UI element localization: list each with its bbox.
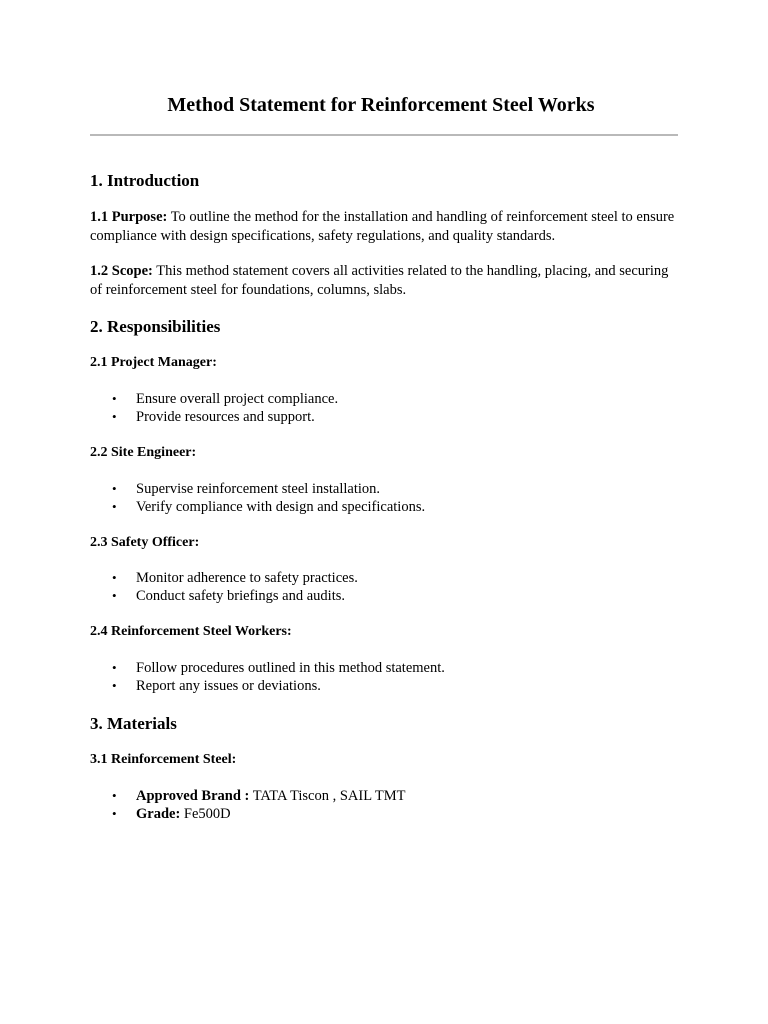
subheading-site-engineer: 2.2 Site Engineer: (90, 445, 197, 460)
bullet-icon: • (112, 499, 117, 514)
bullet-icon: • (112, 409, 117, 424)
grade-value: Fe500D (180, 806, 231, 822)
list-item (90, 480, 425, 498)
list-item (90, 408, 338, 426)
reinforcement-steel-list (90, 787, 405, 823)
project-manager-list (90, 390, 338, 426)
bullet-icon: • (112, 678, 117, 693)
list-item-text: Supervise reinforcement steel installation. (136, 481, 381, 497)
list-item (90, 498, 425, 516)
bullet-icon: • (112, 588, 117, 603)
document-title: Method Statement for Reinforcement Steel Works (167, 94, 595, 116)
bullet-icon: • (112, 391, 117, 406)
purpose-paragraph (90, 208, 678, 246)
purpose-label: 1.1 Purpose: (90, 209, 168, 225)
list-item-text: Report any issues or deviations. (136, 678, 321, 694)
bullet-icon: • (112, 806, 117, 821)
list-item (90, 787, 405, 805)
list-item-text: Monitor adherence to safety practices. (136, 570, 358, 586)
brand-value: TATA Tiscon , SAIL TMT (249, 788, 406, 804)
safety-officer-list (90, 569, 358, 605)
scope-paragraph (90, 262, 678, 300)
list-item (90, 587, 358, 605)
steel-workers-list (90, 659, 445, 695)
list-item (90, 805, 405, 823)
subheading-reinforcement-steel: 3.1 Reinforcement Steel: (90, 752, 237, 767)
list-item-text: Ensure overall project compliance. (136, 391, 339, 407)
subheading-safety-officer: 2.3 Safety Officer: (90, 535, 200, 550)
section-heading-materials: 3. Materials (90, 714, 177, 733)
scope-label: 1.2 Scope: (90, 263, 153, 279)
bullet-icon: • (112, 660, 117, 675)
bullet-icon: • (112, 788, 117, 803)
title-divider (90, 134, 678, 136)
scope-text: This method statement covers all activities related to the handling, placing, and securing of reinforcement steel for foundations, columns, slabs. (90, 263, 669, 298)
section-heading-responsibilities: 2. Responsibilities (90, 317, 221, 336)
section-heading-introduction: 1. Introduction (90, 171, 200, 190)
grade-label: Grade: (136, 806, 181, 822)
list-item (90, 659, 445, 677)
list-item (90, 390, 338, 408)
site-engineer-list (90, 480, 425, 516)
brand-label: Approved Brand : (136, 788, 250, 804)
list-item (90, 569, 358, 587)
subheading-project-manager: 2.1 Project Manager: (90, 355, 217, 370)
purpose-text: To outline the method for the installation and handling of reinforcement steel to ensure compliance with design specifications, safety regulations, and quality standards. (90, 209, 675, 244)
list-item-text: Conduct safety briefings and audits. (136, 588, 345, 604)
list-item-text: Verify compliance with design and specifications. (136, 499, 426, 515)
list-item (90, 677, 445, 695)
list-item-text: Follow procedures outlined in this method statement. (136, 660, 445, 676)
bullet-icon: • (112, 481, 117, 496)
list-item-text: Provide resources and support. (136, 409, 315, 425)
bullet-icon: • (112, 570, 117, 585)
subheading-steel-workers: 2.4 Reinforcement Steel Workers: (90, 624, 292, 639)
